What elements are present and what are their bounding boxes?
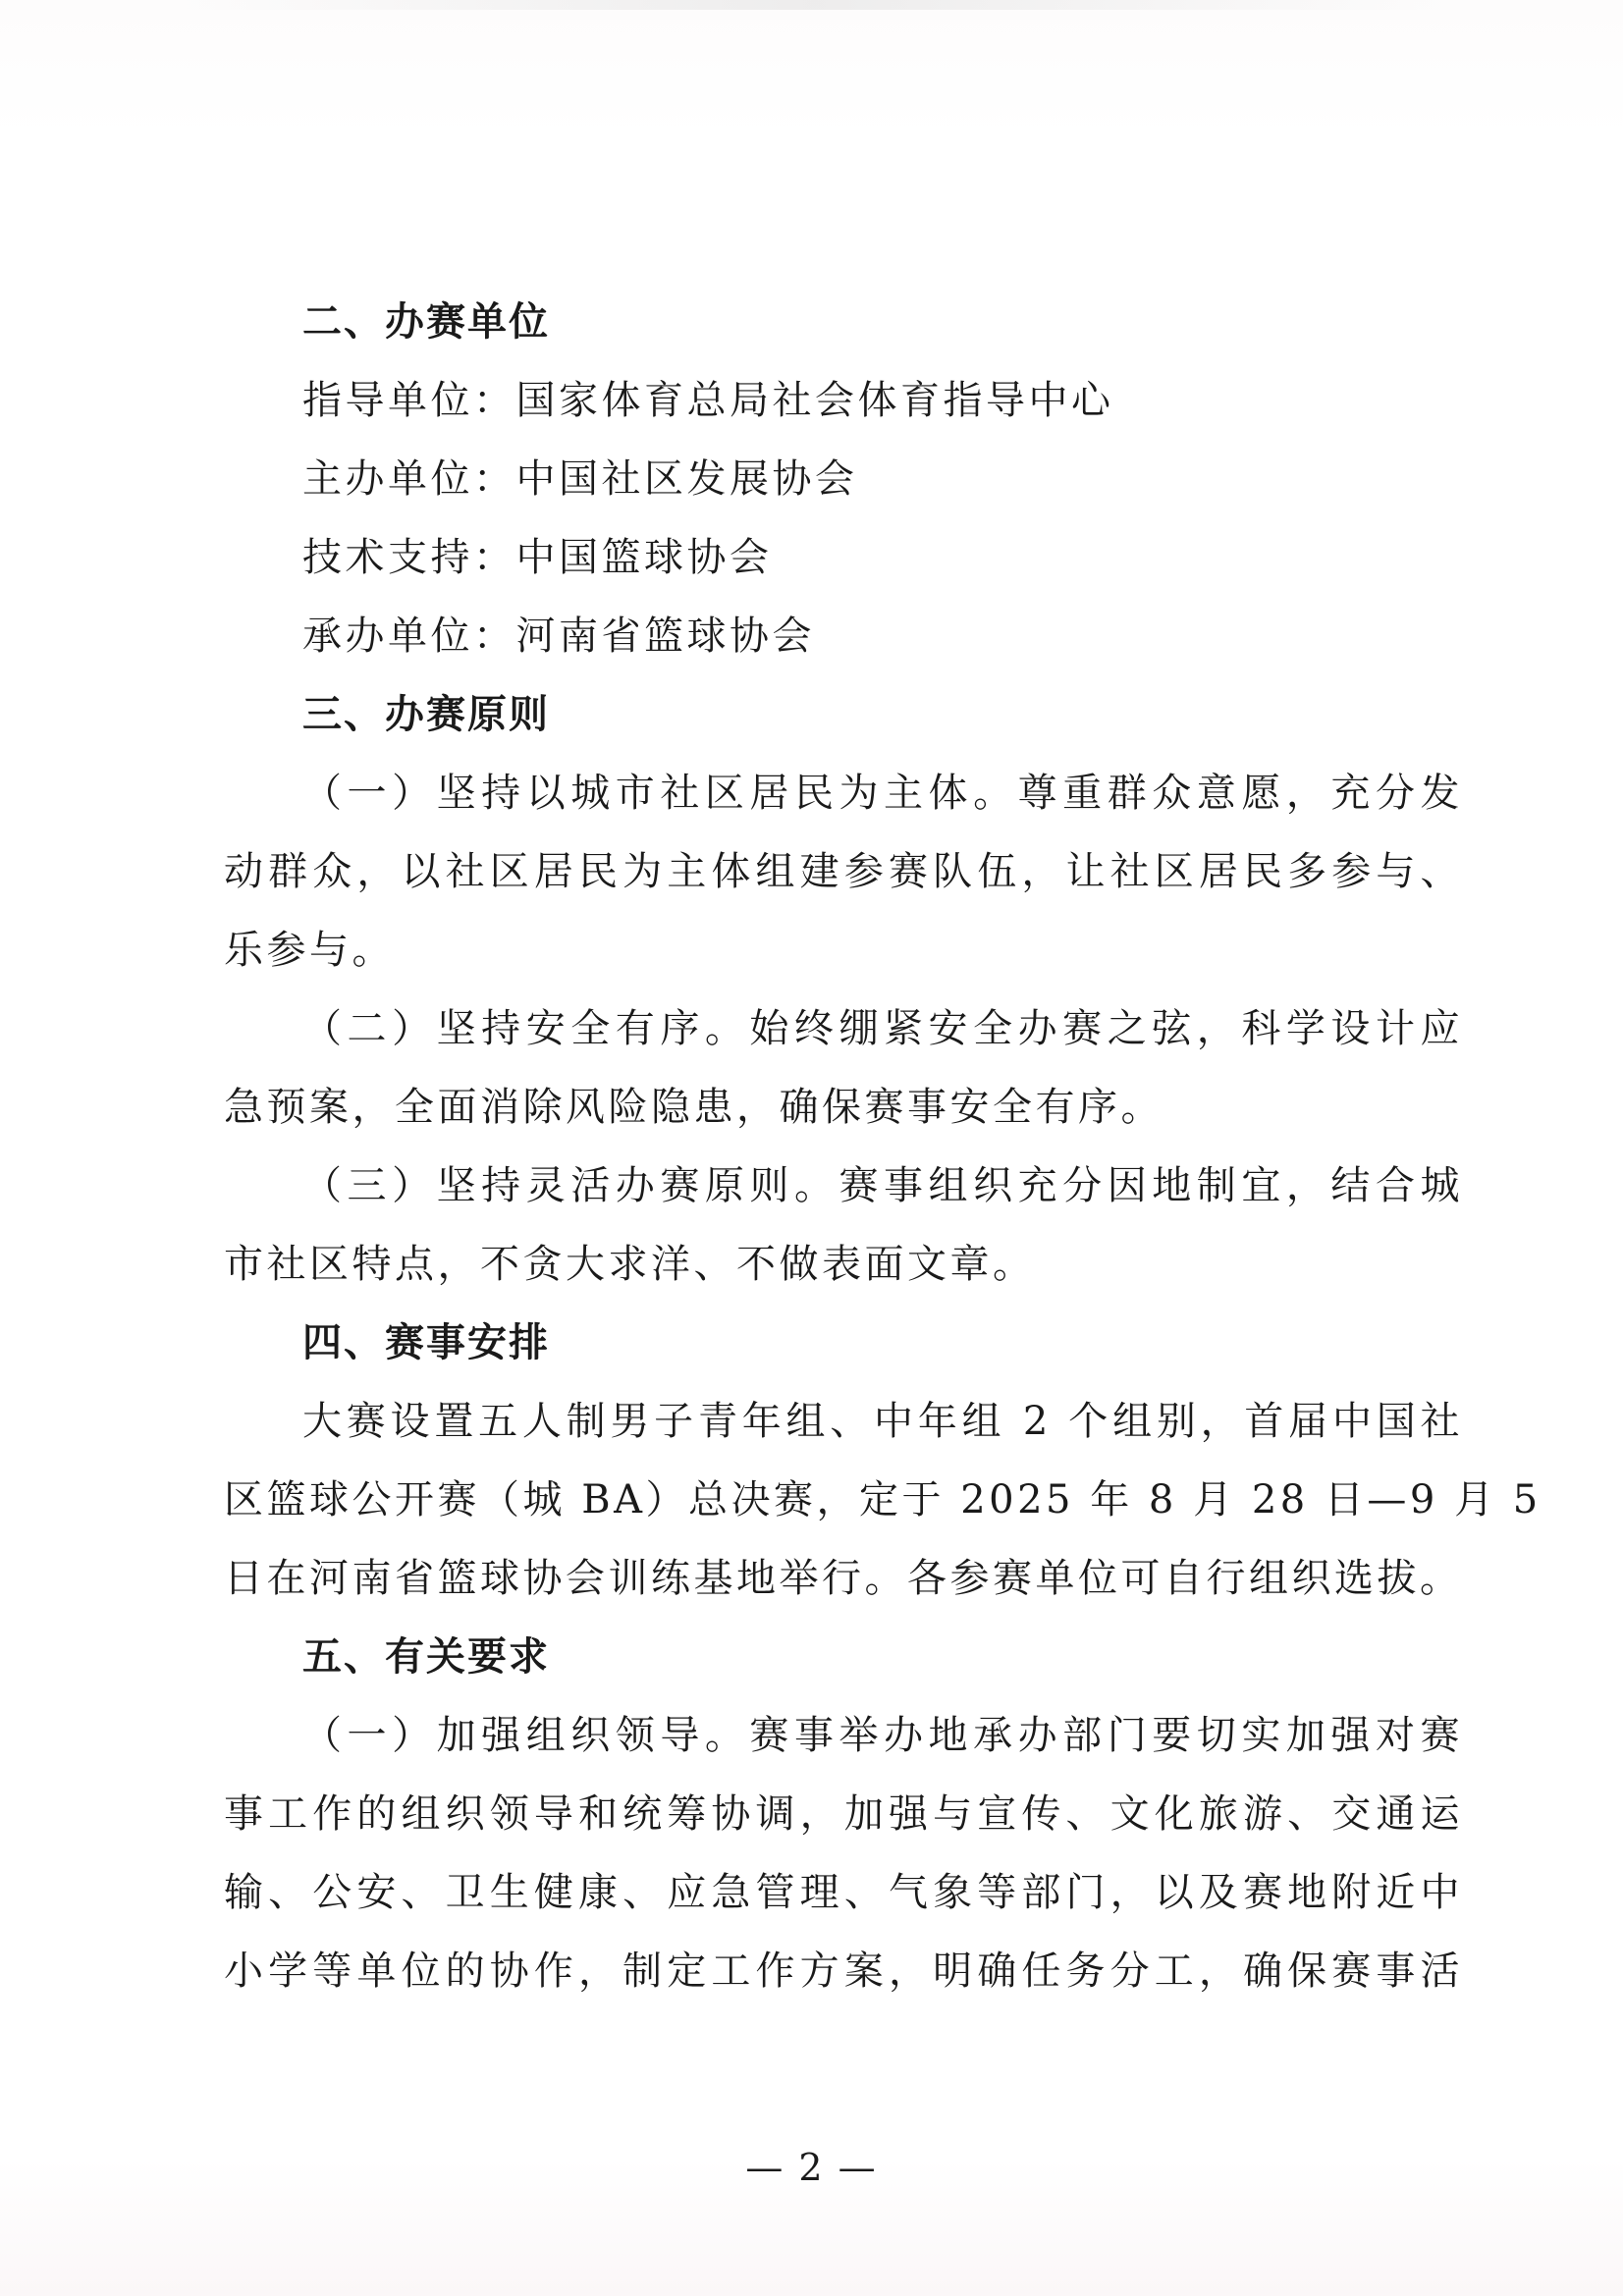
paragraph-line: 事工作的组织领导和统筹协调，加强与宣传、文化旅游、交通运	[224, 1791, 1463, 1837]
section-heading-schedule: 四、赛事安排	[302, 1320, 550, 1365]
organizer-undertaker: 承办单位：河南省篮球协会	[302, 614, 815, 659]
section-heading-organizers: 二、办赛单位	[302, 299, 550, 345]
paragraph-line: 乐参与。	[224, 928, 395, 973]
scan-edge	[177, 0, 1453, 10]
document-body	[224, 283, 1542, 2010]
organizer-tech-support: 技术支持：中国篮球协会	[302, 535, 773, 580]
paragraph-line: 急预案，全面消除风险隐患，确保赛事安全有序。	[224, 1085, 1163, 1130]
paragraph-line: 小学等单位的协作，制定工作方案，明确任务分工，确保赛事活	[224, 1949, 1463, 1994]
paragraph-line: （一）坚持以城市社区居民为主体。尊重群众意愿，充分发	[302, 771, 1463, 816]
organizer-host: 主办单位：中国社区发展协会	[302, 456, 858, 502]
section-heading-requirements: 五、有关要求	[302, 1634, 550, 1680]
paragraph-line: 日在河南省篮球协会训练基地举行。各参赛单位可自行组织选拔。	[224, 1556, 1463, 1601]
page-number: — 2 —	[745, 2146, 878, 2189]
section-heading-principles: 三、办赛原则	[302, 692, 550, 737]
paragraph-line: （三）坚持灵活办赛原则。赛事组织充分因地制宜，结合城	[302, 1163, 1463, 1208]
paragraph-line: 区篮球公开赛（城 BA）总决赛，定于 2025 年 8 月 28 日—9 月 5	[224, 1477, 1542, 1522]
paragraph-line: （二）坚持安全有序。始终绷紧安全办赛之弦，科学设计应	[302, 1006, 1463, 1051]
organizer-guidance: 指导单位：国家体育总局社会体育指导中心	[302, 378, 1114, 423]
paragraph-line: （一）加强组织领导。赛事举办地承办部门要切实加强对赛	[302, 1713, 1463, 1758]
paragraph-line: 输、公安、卫生健康、应急管理、气象等部门，以及赛地附近中	[224, 1870, 1463, 1915]
paragraph-line: 大赛设置五人制男子青年组、中年组 2 个组别，首届中国社	[302, 1399, 1463, 1444]
paragraph-line: 市社区特点，不贪大求洋、不做表面文章。	[224, 1242, 1036, 1287]
paragraph-line: 动群众，以社区居民为主体组建参赛队伍，让社区居民多参与、	[224, 849, 1463, 894]
